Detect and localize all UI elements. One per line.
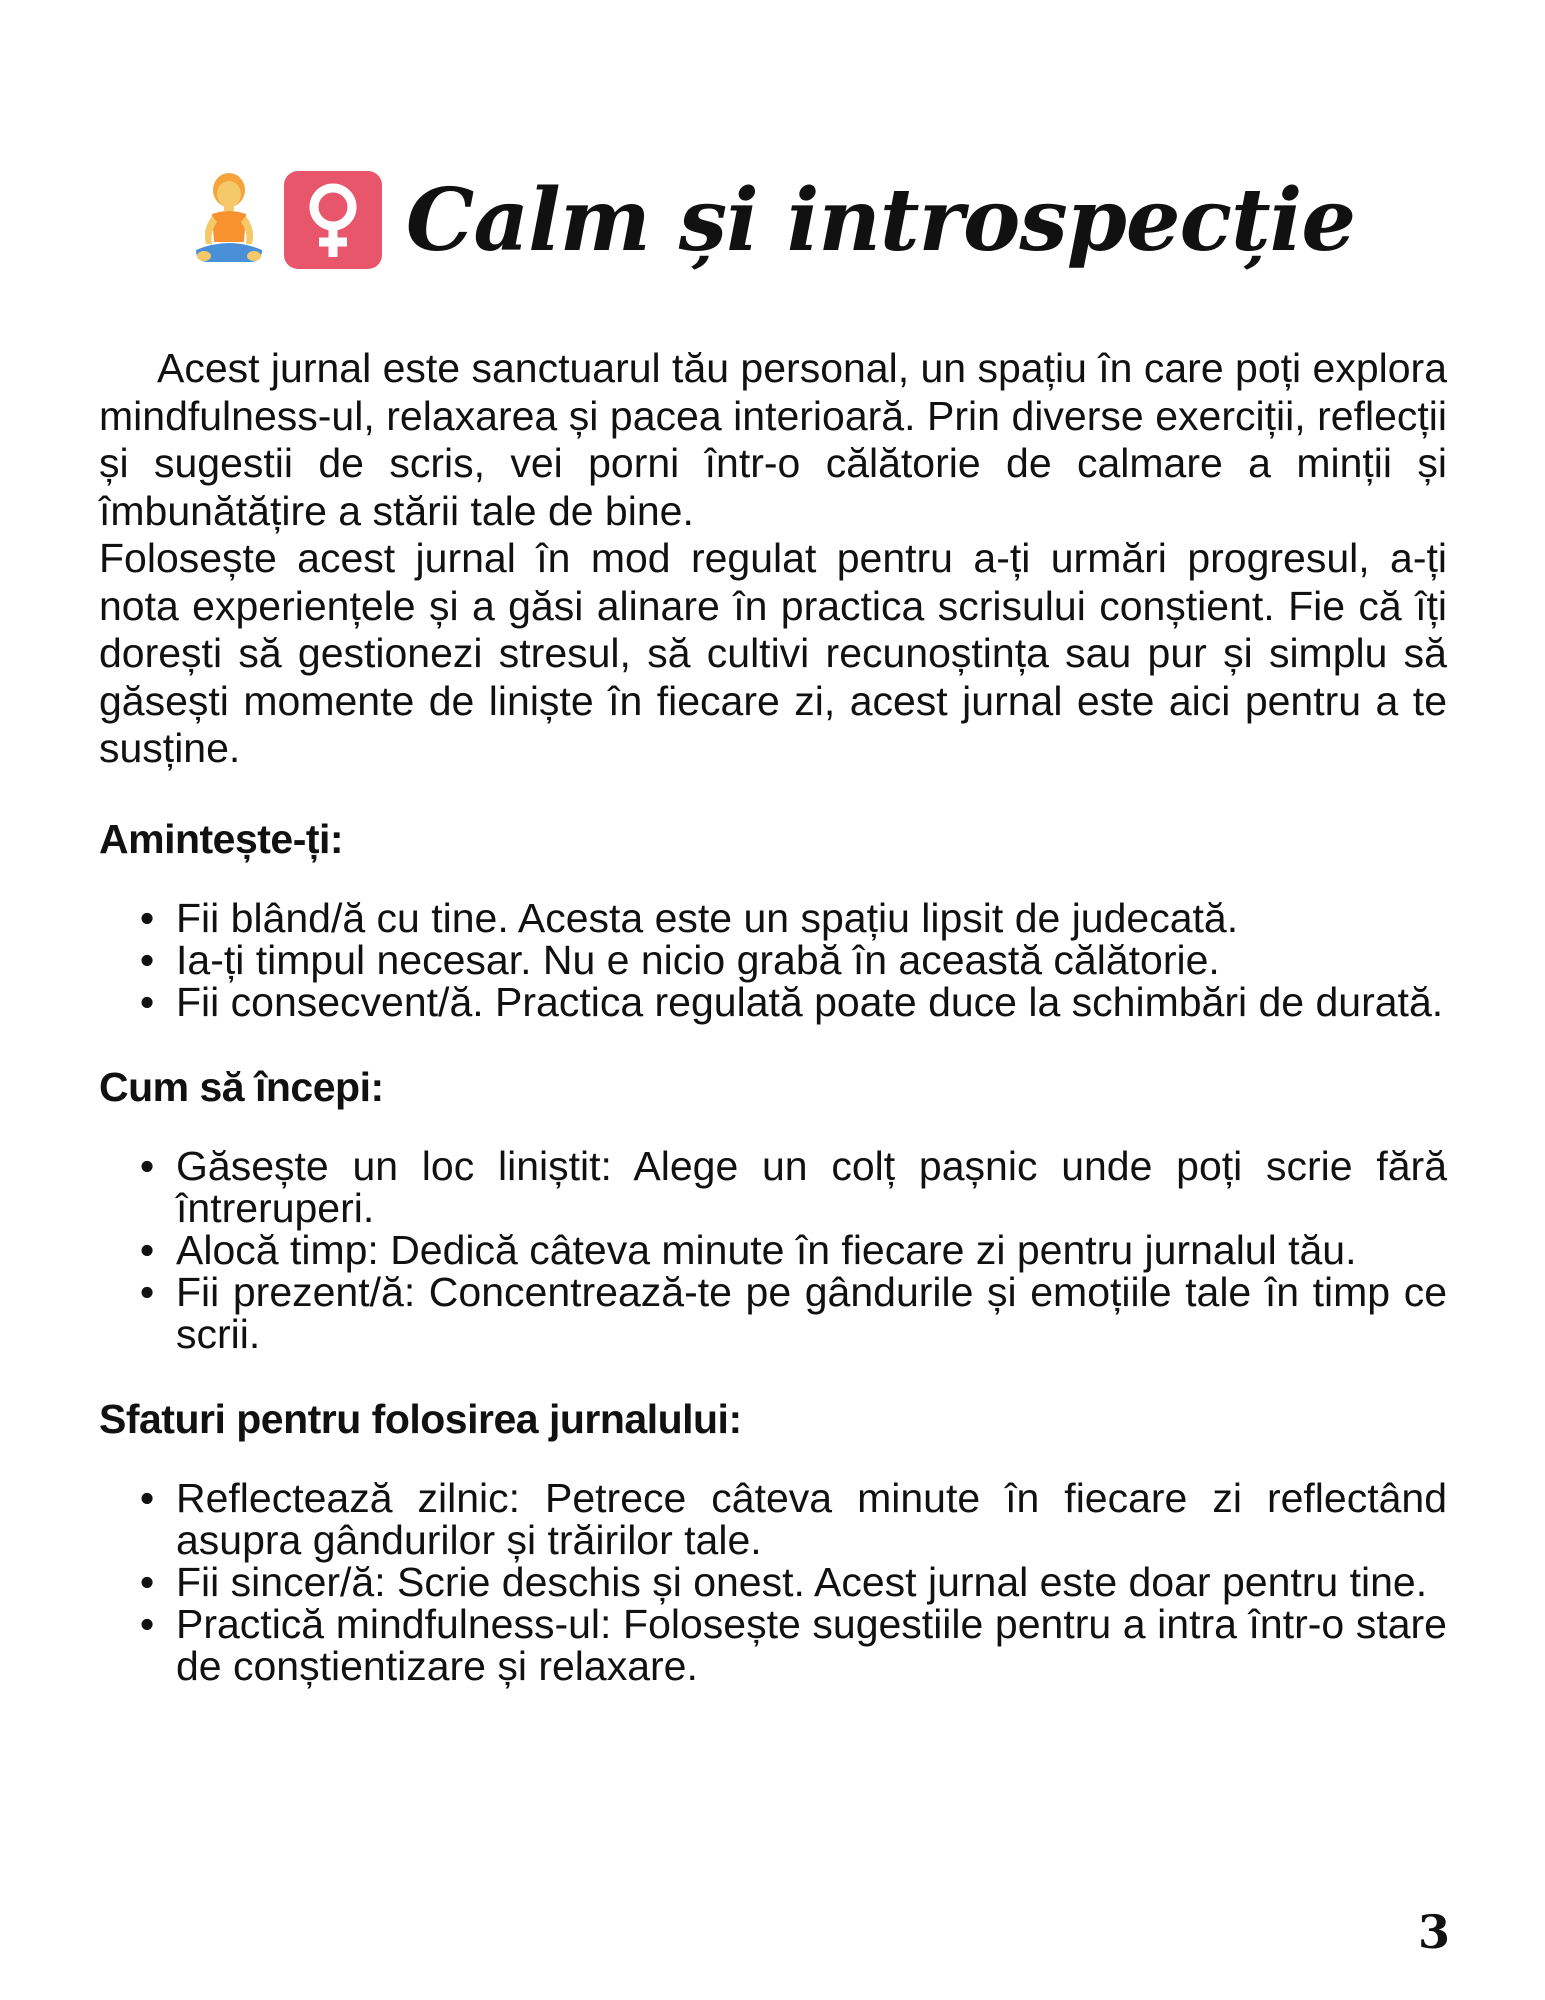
list-item bbox=[99, 1142, 1447, 1231]
list-item bbox=[99, 978, 1447, 1025]
list-item-text: Reflectează zilnic: Petrece câteva minute în fiecare zi reflectând asupra gândurilor și trăirilor tale. bbox=[176, 1474, 1447, 1563]
intro-paragraph: Folosește acest jurnal în mod regulat pentru a-ți urmări progresul, a-ți nota experiențele și a găsi alinare în practica scrisului conștient. Fie că îți dorești să gestionezi stresul, să cultivi recunoștința sau pur și simplu să găsești momente de liniște în fiecare zi, acest jurnal este aici pentru a te susține. bbox=[99, 535, 1447, 771]
list-item bbox=[99, 936, 1447, 983]
title-row bbox=[0, 150, 1545, 290]
intro-paragraph: Acest jurnal este sanctuarul tău personal, un spațiu în care poți explora mindfulness-ul, relaxarea și pacea interioară. Prin diverse exerciții, reflecții și sugestii de scris, vei porni într-o călătorie de calmare a minții și îmbunătățire a stării tale de bine. bbox=[99, 345, 1447, 534]
bullet-icon: • bbox=[139, 1142, 155, 1189]
tips-list bbox=[99, 1474, 1447, 1689]
page-title: Calm și introspecție bbox=[405, 169, 1356, 271]
page-content bbox=[99, 345, 1447, 1687]
how-to-start-list bbox=[99, 1142, 1447, 1357]
bullet-icon: • bbox=[139, 1226, 155, 1273]
list-item-text: Fii prezent/ă: Concentrează-te pe gândurile și emoțiile tale în timp ce scrii. bbox=[176, 1268, 1447, 1357]
list-item bbox=[99, 894, 1447, 941]
female-sign-icon bbox=[284, 171, 382, 269]
page-number: 3 bbox=[1417, 1905, 1450, 1959]
list-item-text: Ia-ți timpul necesar. Nu e nicio grabă în această călătorie. bbox=[176, 936, 1220, 983]
list-item-text: Fii consecvent/ă. Practica regulată poate duce la schimbări de durată. bbox=[176, 978, 1444, 1025]
list-item bbox=[99, 1268, 1447, 1357]
bullet-icon: • bbox=[139, 1600, 155, 1647]
bullet-icon: • bbox=[139, 978, 155, 1025]
list-item-text: Fii blând/ă cu tine. Acesta este un spațiu lipsit de judecată. bbox=[176, 894, 1239, 941]
list-item-text: Practică mindfulness-ul: Folosește sugestiile pentru a intra într-o stare de conștientizare și relaxare. bbox=[176, 1600, 1447, 1689]
list-item bbox=[99, 1226, 1447, 1273]
section-heading-tips: Sfaturi pentru folosirea jurnalului: bbox=[99, 1395, 742, 1442]
bullet-icon: • bbox=[139, 1558, 155, 1605]
list-item-text: Găsește un loc liniștit: Alege un colț pașnic unde poți scrie fără întreruperi. bbox=[176, 1142, 1447, 1231]
list-item bbox=[99, 1474, 1447, 1563]
list-item bbox=[99, 1600, 1447, 1689]
meditating-person-icon bbox=[190, 170, 268, 270]
list-item bbox=[99, 1558, 1447, 1605]
list-item-text: Alocă timp: Dedică câteva minute în fiecare zi pentru jurnalul tău. bbox=[176, 1226, 1357, 1273]
bullet-icon: • bbox=[139, 894, 155, 941]
section-heading-remember: Amintește-ți: bbox=[99, 815, 344, 862]
bullet-icon: • bbox=[139, 1268, 155, 1315]
bullet-icon: • bbox=[139, 1474, 155, 1521]
section-heading-how-to-start: Cum să începi: bbox=[99, 1063, 384, 1110]
remember-list bbox=[99, 894, 1447, 1025]
list-item-text: Fii sincer/ă: Scrie deschis și onest. Acest jurnal este doar pentru tine. bbox=[176, 1558, 1428, 1605]
bullet-icon: • bbox=[139, 936, 155, 983]
